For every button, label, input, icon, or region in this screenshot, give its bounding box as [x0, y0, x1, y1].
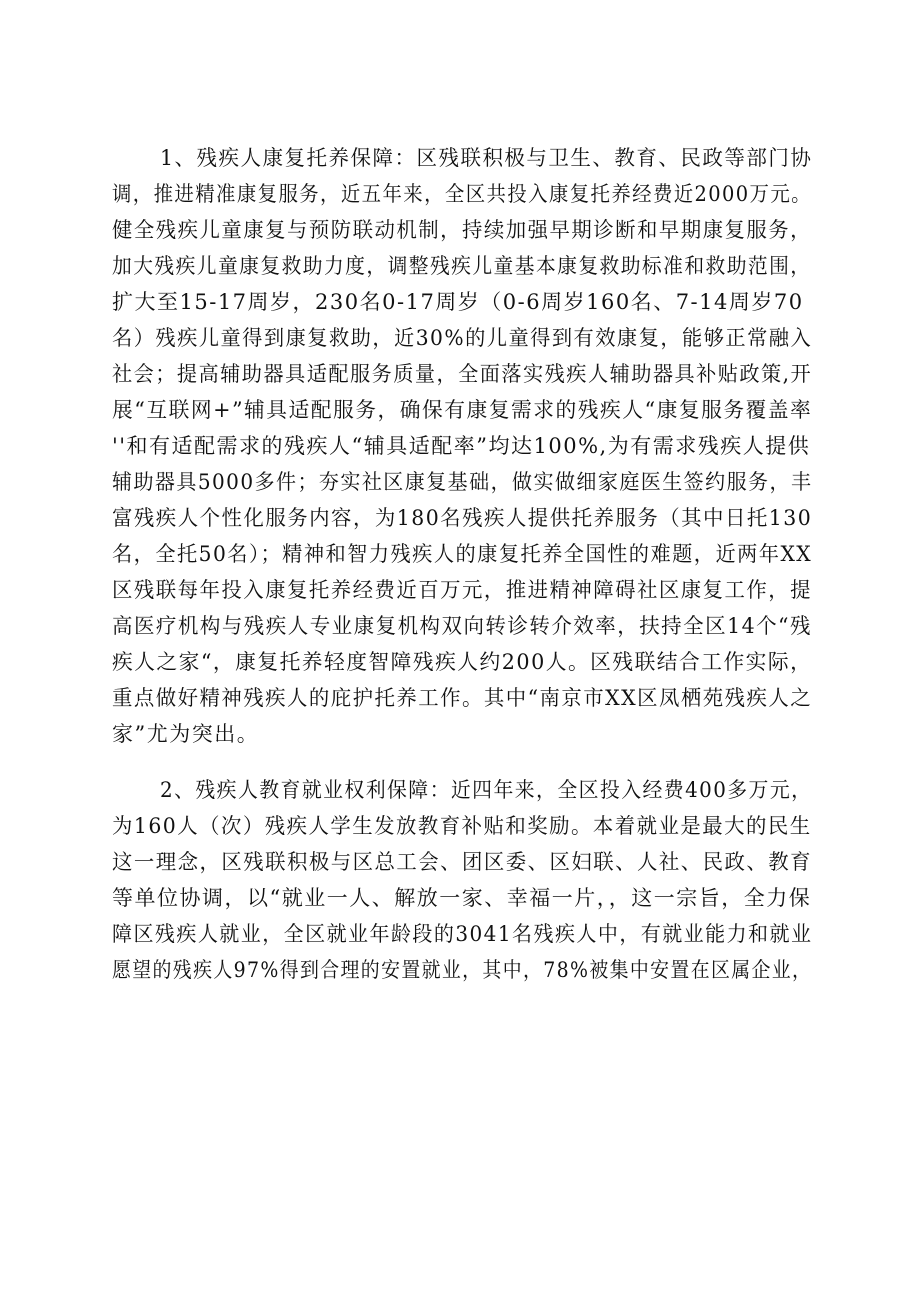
- text-line: 高医疗机构与残疾人专业康复机构双向转诊转介效率，扶持全区14个“残: [112, 614, 812, 638]
- text-line: 富残疾人个性化服务内容，为180名残疾人提供托养服务（其中日托130: [112, 506, 813, 530]
- text-line: 为160人（次）残疾人学生发放教育补贴和奖励。本着就业是最大的民生: [112, 814, 812, 838]
- text-line: 调，推进精准康复服务，近五年来，全区共投入康复托养经费近2000万元。: [112, 182, 812, 206]
- text-line: 愿望的残疾人97%得到合理的安置就业，其中，78%被集中安置在区属企业，: [112, 958, 813, 982]
- text-line: 名）残疾儿童得到康复救助，近30%的儿童得到有效康复，能够正常融入: [112, 326, 813, 350]
- text-line: 重点做好精神残疾人的庇护托养工作。其中“南京市XX区凤栖苑残疾人之: [112, 686, 813, 710]
- text-line: 展“互联网+”辅具适配服务，确保有康复需求的残疾人“康复服务覆盖率: [112, 398, 813, 422]
- text-line: 扩大至15-17周岁，230名0-17周岁（0-6周岁160名、7-14周岁70: [112, 290, 804, 314]
- text-line: 健全残疾儿童康复与预防联动机制，持续加强早期诊断和早期康复服务，: [112, 218, 812, 242]
- text-line: 家”尤为突出。: [112, 722, 260, 746]
- text-line: 疾人之家“，康复托养轻度智障残疾人约200人。区残联结合工作实际，: [112, 650, 813, 674]
- text-line: 2、残疾人教育就业权利保障：近四年来，全区投入经费400多万元，: [160, 778, 813, 802]
- text-line: 区残联每年投入康复托养经费近百万元，推进精神障碍社区康复工作，提: [112, 578, 812, 602]
- text-line: 加大残疾儿童康复救助力度，调整残疾儿童基本康复救助标准和救助范围，: [112, 254, 812, 278]
- text-line: 障区残疾人就业，全区就业年龄段的3041名残疾人中，有就业能力和就业: [112, 922, 813, 946]
- text-line: 1、残疾人康复托养保障：区残联积极与卫生、教育、民政等部门协: [160, 146, 813, 170]
- text-line: 等单位协调，以“就业一人、解放一家、幸福一片，，这一宗旨，全力保: [112, 886, 812, 910]
- text-line: 社会；提高辅助器具适配服务质量，全面落实残疾人辅助器具补贴政策,开: [112, 362, 813, 386]
- text-line: 这一理念，区残联积极与区总工会、团区委、区妇联、人社、民政、教育: [112, 850, 812, 874]
- text-line: 名，全托50名）；精神和智力残疾人的康复托养全国性的难题，近两年XX: [112, 542, 813, 566]
- text-line: 辅助器具5000多件；夯实社区康复基础，做实做细家庭医生签约服务，丰: [112, 470, 813, 494]
- text-line: ''和有适配需求的残疾人“辅具适配率”均达100%,为有需求残疾人提供: [112, 434, 811, 458]
